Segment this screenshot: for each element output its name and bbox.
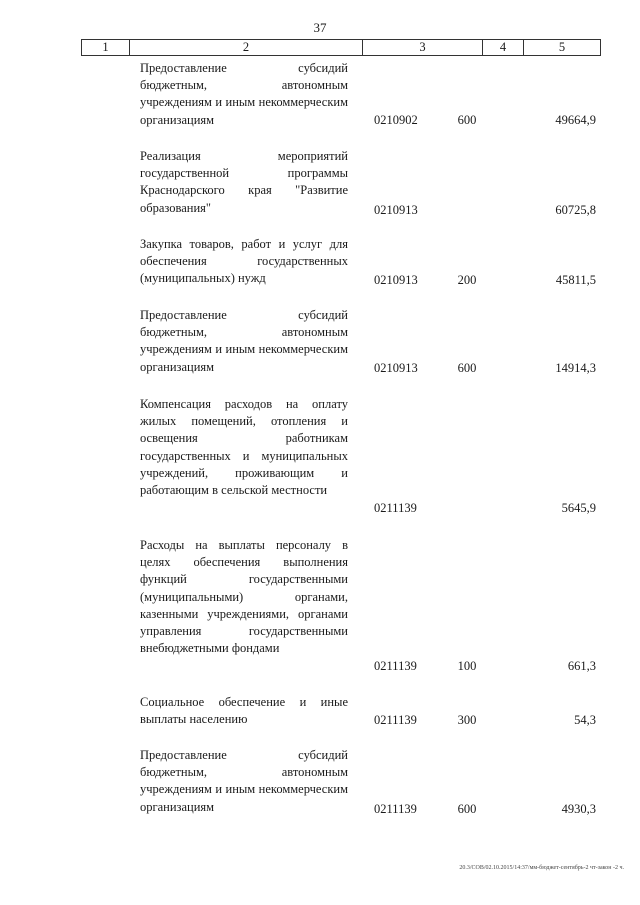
header-col-3: 3 — [363, 40, 483, 55]
row-code: 0211139 — [374, 501, 417, 515]
row-type: 600 — [457, 361, 477, 375]
row-amount: 45811,5 — [555, 273, 596, 287]
row-description: Закупка товаров, работ и услуг для обеспечения государственных (муниципальных) нужд — [140, 237, 348, 286]
row-description: Расходы на выплаты персоналу в целях обеспечения выполнения функций государственными (муниципальными) органами, казенными учреждениями, органами управления государственными внебюджетными фондами — [140, 538, 348, 656]
row-type: 100 — [457, 659, 477, 673]
header-col-4: 4 — [483, 40, 524, 55]
row-amount: 661,3 — [567, 659, 596, 673]
row-amount: 4930,3 — [561, 802, 596, 816]
row-type: 300 — [457, 713, 477, 727]
row-description: Реализация мероприятий государственной программы Краснодарского края "Развитие образования" — [140, 149, 348, 215]
row-code: 0211139 — [374, 802, 417, 816]
row-description: Социальное обеспечение и иные выплаты населению — [140, 695, 348, 727]
row-code: 0211139 — [374, 659, 417, 673]
row-code: 0210913 — [374, 273, 418, 287]
page-number: 37 — [313, 20, 327, 35]
row-type: 600 — [457, 113, 477, 127]
row-amount: 14914,3 — [555, 361, 596, 375]
footer-stamp: 20.3/СОВ/02.10.2015/14:37/мм-бюджет-сентябрь-2 чт-закон -2 ч. — [459, 865, 624, 871]
row-code: 0210913 — [374, 203, 418, 217]
row-code: 0210902 — [374, 113, 418, 127]
row-code: 0210913 — [374, 361, 418, 375]
row-type: 600 — [457, 802, 477, 816]
row-amount: 60725,8 — [555, 203, 596, 217]
row-code: 0211139 — [374, 713, 417, 727]
row-amount: 54,3 — [574, 713, 596, 727]
header-col-2: 2 — [130, 40, 363, 55]
row-description: Компенсация расходов на оплату жилых помещений, отопления и освещения работникам государственных и муниципальных учреждений, проживающим и работающим в сельской местности — [140, 397, 348, 498]
header-col-1: 1 — [82, 40, 130, 55]
header-col-5: 5 — [558, 40, 566, 54]
row-description: Предоставление субсидий бюджетным, автономным учреждениям и иным некоммерческим организациям — [140, 61, 348, 127]
row-type: 200 — [457, 273, 477, 287]
row-amount: 49664,9 — [555, 113, 596, 127]
row-description: Предоставление субсидий бюджетным, автономным учреждениям и иным некоммерческим организациям — [140, 748, 348, 814]
table-header-row — [81, 39, 601, 56]
row-description: Предоставление субсидий бюджетным, автономным учреждениям и иным некоммерческим организациям — [140, 308, 348, 374]
row-amount: 5645,9 — [561, 501, 596, 515]
